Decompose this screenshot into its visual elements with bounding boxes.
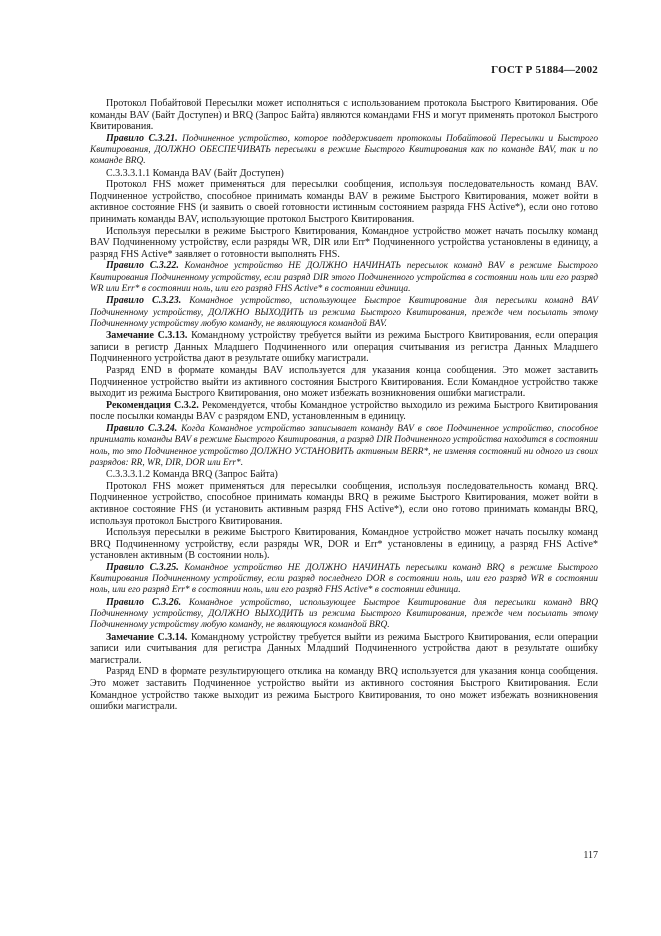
rule-text: Когда Командное устройство записывает команду BAV в свое Подчиненное устройство, способное принимать команды BAV в режиме Быстрого Квитирования, а разряд DIR Подчиненного устройства находится в состоянии ноль, то это Подчиненное устройство ДОЛЖНО УСТАНОВИТЬ активным BERR*, не изменяя состояний ни одного из своих разрядов: RR, WR, DIR, DOR или Err*. <box>90 423 599 468</box>
paragraph: Разряд END в формате команды BAV используется для указания конца сообщения. Это может заставить Подчиненное устройство выйти из активного состояния Быстрого Квитирования. Если Командное устройство также выходит из режима Быстрого Квитирования, оно может избежать возникновения ошибки магистрали. <box>90 364 598 400</box>
rule-text: Командное устройство НЕ ДОЛЖНО НАЧИНАТЬ пересылок команд BAV в режиме Быстрого Квитирования Подчиненному устройству, если разряд DIR этого Подчиненного устройства в состоянии ноль или его разряд WR или Err* в состоянии ноль, или его разряд FHS Active* в состоянии единица. <box>90 261 598 295</box>
rule-label: Правило С.3.25. <box>106 561 179 573</box>
paragraph: Используя пересылки в режиме Быстрого Квитирования, Командное устройство может начать посылку команд BRQ Подчиненному устройству, если разряды WR, DOR и Err* установлены в единицу, а разряд FHS Active* установлен активным (В состоянии ноль). <box>90 527 598 562</box>
note-text: Командному устройству требуется выйти из режима Быстрого Квитирования, если операции записи или считывания для регистра Данных Младший Подчиненного устройства дают в результате ошибку магистрали. <box>90 631 599 666</box>
note-label: Замечание С.3.13. <box>106 330 188 342</box>
rule-paragraph <box>90 597 598 632</box>
recommendation-label: Рекомендация С.3.2. <box>106 399 199 411</box>
rule-text: Командное устройство, использующее Быстрое Квитирование для пересылки команд BAV Подчиненному устройству, ДОЛЖНО ВЫХОДИТЬ из режима Быстрого Квитирования, прежде чем посылать этому Подчиненному устройству любую команду, не являющуюся командой BAV. <box>90 296 598 329</box>
page-number: 117 <box>583 850 598 861</box>
rule-paragraph <box>90 133 598 168</box>
rule-paragraph <box>90 562 598 597</box>
paragraph: Протокол Побайтовой Пересылки может исполняться с использованием протокола Быстрого Квитирования. Обе команды BAV (Байт Доступен) и BRQ (Запрос Байта) являются командами FHS и могут применять протокол Быстрого Квитирования. <box>90 98 598 133</box>
document-header: ГОСТ Р 51884—2002 <box>491 64 598 76</box>
section-heading: С.3.3.3.1.2 Команда BRQ (Запрос Байта) <box>106 469 278 481</box>
rule-text: Командное устройство, использующее Быстрое Квитирование для пересылки команд BRQ Подчиненному устройству, ДОЛЖНО ВЫХОДИТЬ из режима Быстрого Квитирования, прежде чем посылать этому Подчиненному устройству любую команду, не являющуюся командой BRQ. <box>90 597 598 631</box>
recommendation-paragraph <box>90 400 598 423</box>
rule-label: Правило С.3.23. <box>106 295 182 307</box>
note-label: Замечание С.3.14. <box>106 631 188 643</box>
rule-label: Правило С.3.24. <box>106 422 178 434</box>
paragraph: Используя пересылки в режиме Быстрого Квитирования, Командное устройство может начать посылку команд BAV Подчиненному устройству, если разряды WR, DIR или Err* Подчиненного устройства установлены в единицу, а разряд FHS Active* заявляет о готовности выполнять FHS. <box>90 225 598 260</box>
rule-label: Правило С.3.26. <box>106 596 182 608</box>
note-paragraph <box>90 632 598 667</box>
paragraph: Протокол FHS может применяться для пересылки сообщения, используя последовательность команд BAV. Подчиненное устройство, способное принимать команды BAV в режиме Быстрого Квитирования, может войти в активное состояние FHS (и заявить о своей готовности истинным состоянием разряда FHS Active*), если оно готово принимать команды BAV, использующие протокол Быстрого Квитирования. <box>90 179 598 226</box>
page-body <box>90 98 598 713</box>
paragraph: Разряд END в формате результирующего отклика на команду BRQ используется для указания конца сообщения. Это может заставить Подчиненное устройство выйти из активного состояния Быстрого Квитирования. Если Командное устройство также выходит из режима Быстрого Квитирования, то оно может избежать возникновения ошибки магистрали. <box>90 666 598 713</box>
section-heading: С.3.3.3.1.1 Команда BAV (Байт Доступен) <box>106 167 284 179</box>
rule-paragraph <box>90 295 598 330</box>
rule-label: Правило С.3.22. <box>106 260 179 272</box>
rule-label: Правило С.3.21. <box>106 132 178 144</box>
rule-paragraph <box>90 260 598 295</box>
note-text: Командному устройству требуется выйти из режима Быстрого Квитирования, если операция записи в регистр Данных Младшего Подчиненного или операция считывания из регистра Данных Младшего Подчиненного устройства дают в результате ошибку магистрали. <box>90 330 598 365</box>
note-paragraph <box>90 330 598 365</box>
recommendation-text: Рекомендуется, чтобы Командное устройство выходило из режима Быстрого Квитирования после посылки команды BAV с разрядом END, установленным в единицу. <box>90 399 598 423</box>
rule-text: Подчиненное устройство, которое поддерживает протоколы Побайтовой Пересылки и Быстрого Квитирования, ДОЛЖНО ОБЕСПЕЧИВАТЬ пересылки в режиме Быстрого Квитирования как по команде BAV, так и по команде BRQ. <box>90 133 599 167</box>
paragraph: Протокол FHS может применяться для пересылки сообщения, используя последовательность команд BRQ. Подчиненное устройство, способное принимать команды BRQ в режиме Быстрого Квитирования, может войти в активное состояние FHS (и установить активным разряд FHS Active*), если оно готово принимать команды BRQ, используя протокол Быстрого Квитирования. <box>90 480 598 527</box>
rule-paragraph <box>90 423 598 469</box>
rule-text: Командное устройство НЕ ДОЛЖНО НАЧИНАТЬ пересылки команд BRQ в режиме Быстрого Квитирования Подчиненному устройству, если разряд последнего DOR в состоянии ноль, или его разряд WR в состоянии ноль, или его разряд Err* в состоянии ноль, или его разряд FHS Active* в состоянии единица. <box>90 562 598 596</box>
